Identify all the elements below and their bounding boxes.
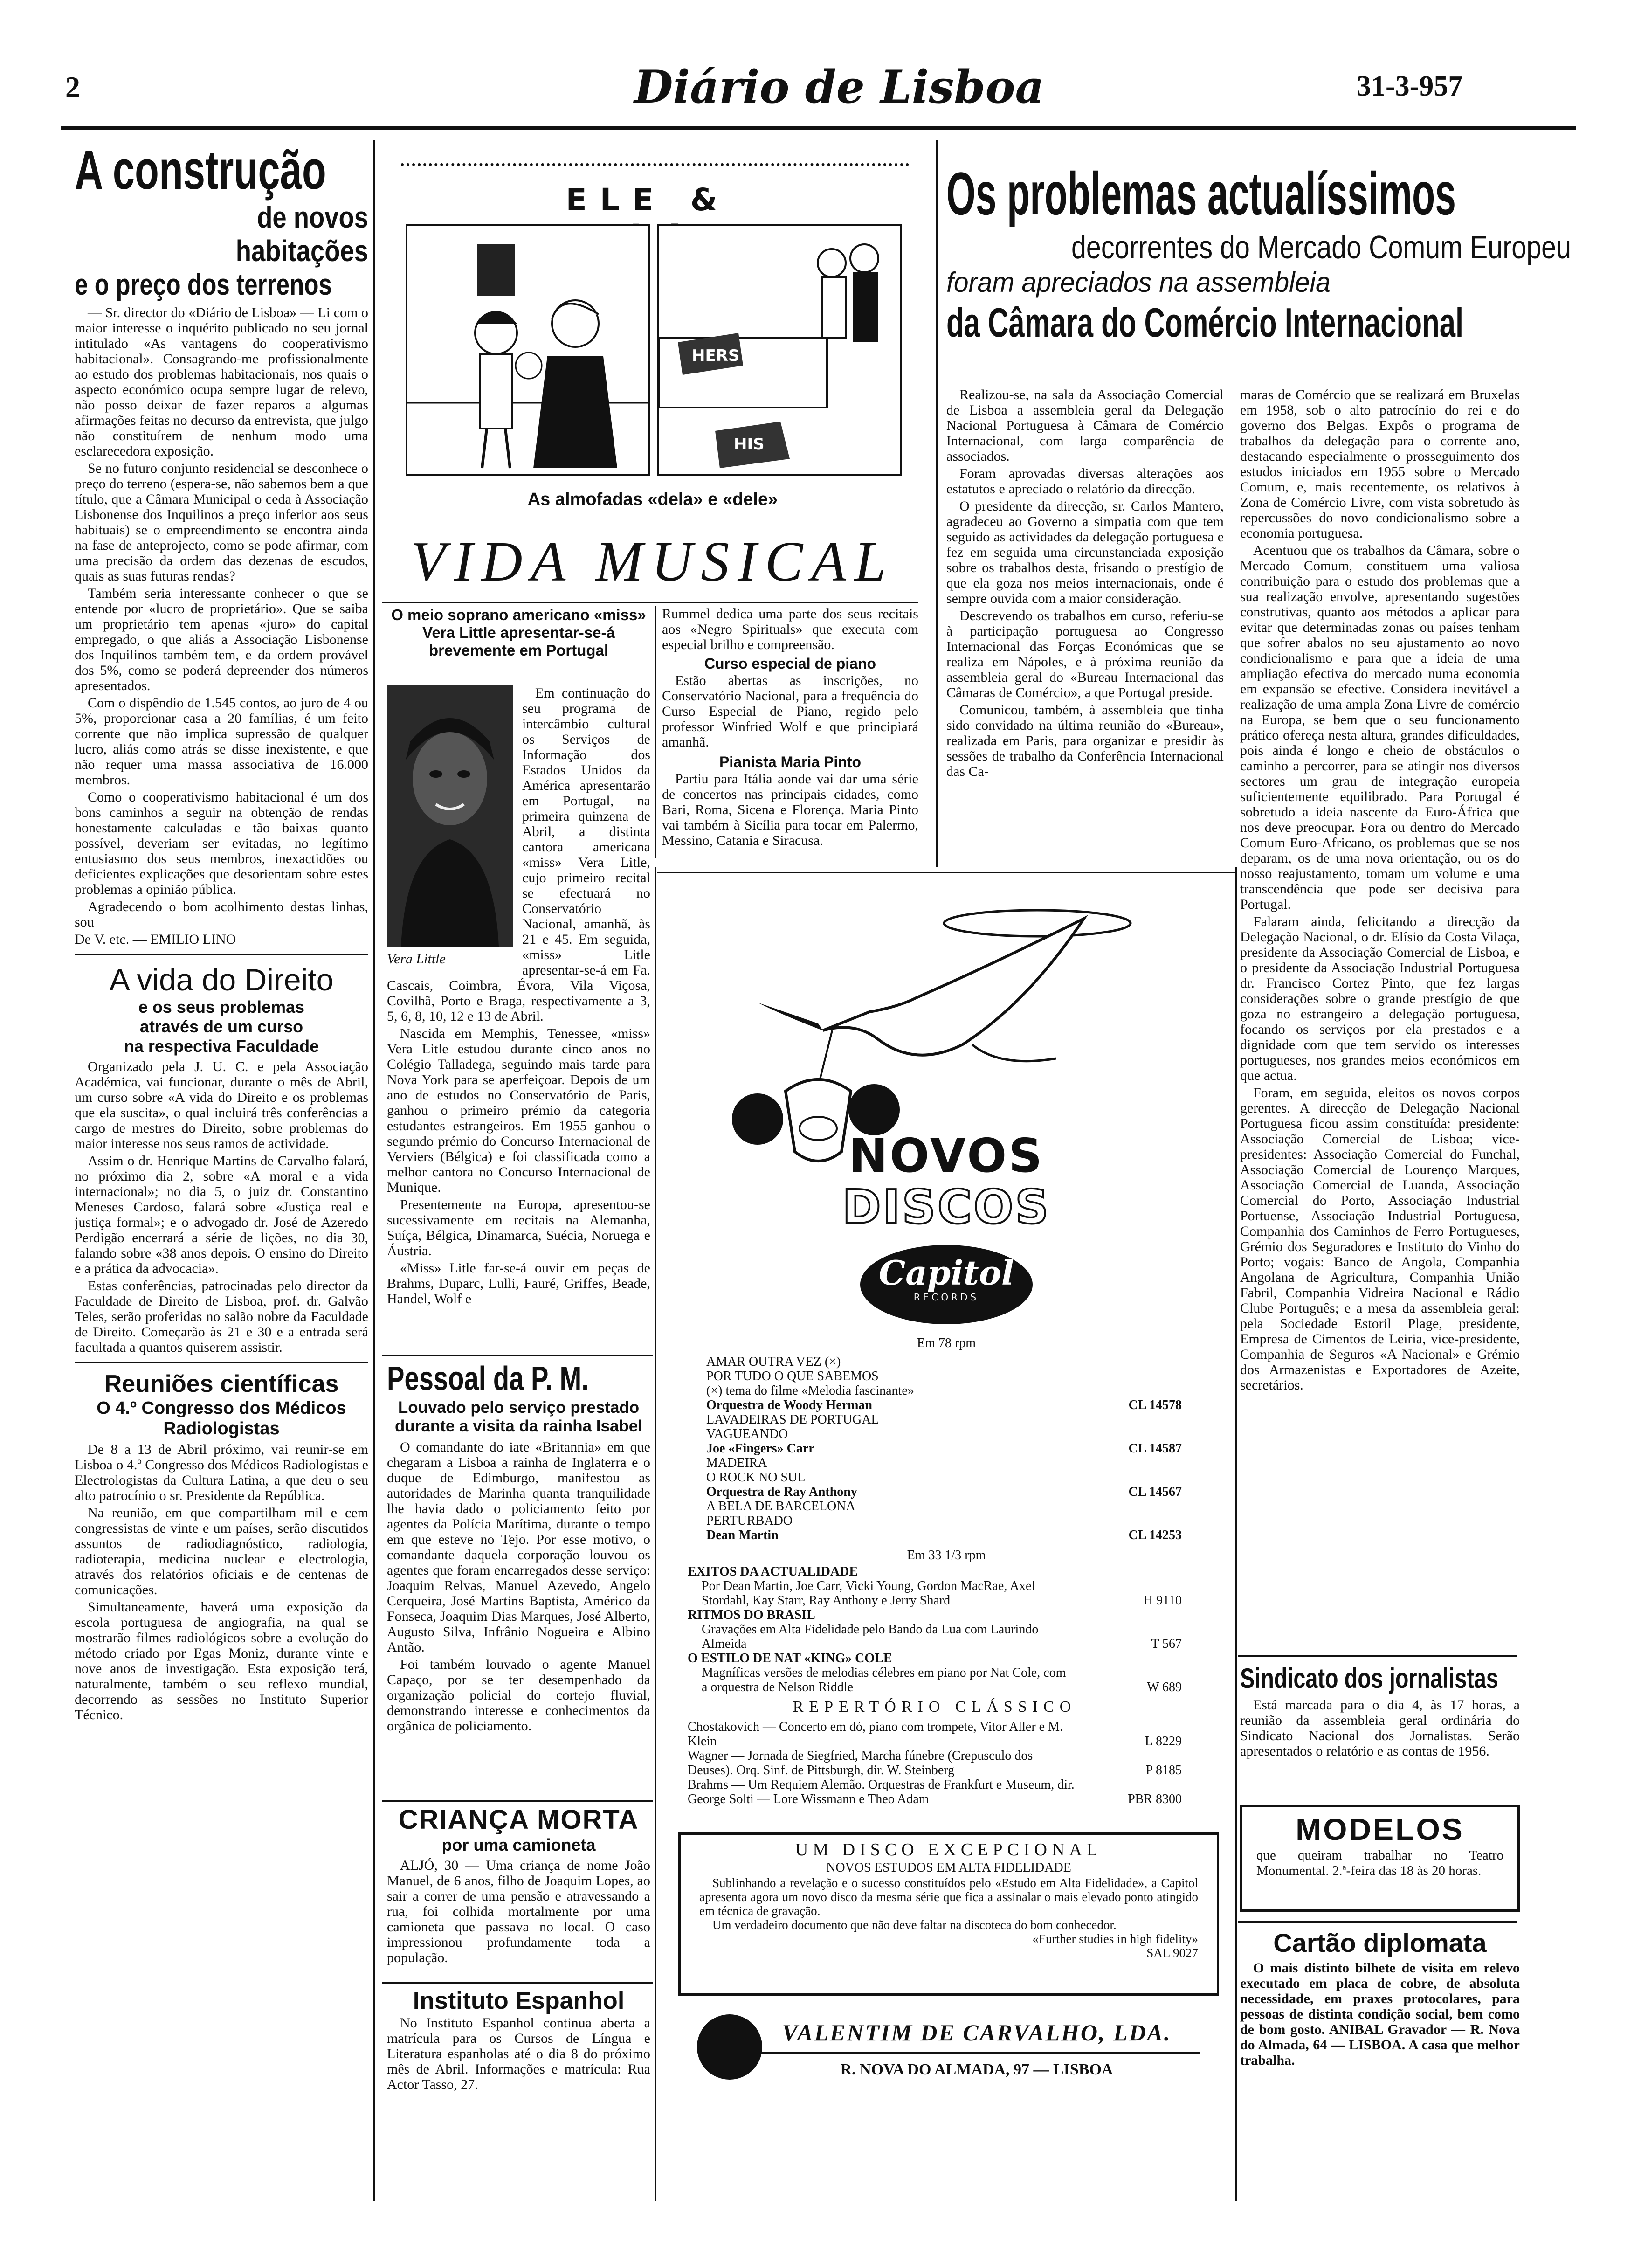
- disc-code: [1075, 1470, 1182, 1485]
- signoff: De V. etc. — EMILIO LINO: [75, 932, 236, 947]
- disc-code: CL 14567: [1128, 1485, 1182, 1499]
- disc-row: [688, 1579, 1182, 1608]
- valentim-underline: [753, 2052, 1200, 2054]
- pianista-text: Partiu para Itália aonde vai dar uma série de concertos nas principais cidades, como Bari, Roma, Sicena e Florença. Maria Pinto vai também à Sicília para tocar em Palermo, Messino, Catania e Siracusa.: [662, 771, 918, 848]
- disc33-heading: RITMOS DO BRASIL: [688, 1608, 815, 1622]
- camara-col-a: [946, 387, 1224, 867]
- cartao-rule: [1238, 1921, 1517, 1923]
- subhead-direito-3: na respectiva Faculdade: [124, 1037, 319, 1056]
- disc-code: L 8229: [1145, 1734, 1182, 1749]
- cartoon-panel-left: [406, 224, 650, 476]
- classico-title: REPERTÓRIO CLÁSSICO: [793, 1698, 1077, 1715]
- sindicato-headline: Sindicato dos jornalistas: [1240, 1663, 1498, 1694]
- divider: [75, 1362, 368, 1363]
- modelos-headline: MODELOS: [1296, 1812, 1464, 1846]
- vera-photo-caption: Vera Little: [387, 951, 446, 967]
- disc-code: CL 14578: [1128, 1398, 1182, 1412]
- cartoon-border-top: [401, 163, 909, 167]
- disc-row: [688, 1666, 1182, 1694]
- disc-title: AMAR OUTRA VEZ (×): [706, 1355, 841, 1369]
- crianca-article: [387, 1805, 650, 1991]
- disc-row: [688, 1749, 1182, 1777]
- disc-row: [706, 1528, 1182, 1542]
- disc-row: [706, 1398, 1182, 1412]
- headline-construcao: A construção: [75, 140, 326, 201]
- curso-headline: Curso especial de piano: [704, 655, 876, 672]
- disc-row: [706, 1470, 1182, 1485]
- paragraph: De 8 a 13 de Abril próximo, vai reunir-se em Lisboa o 4.º Congresso dos Médicos Radiologistas e Electrologistas da Cultura Latina, a que deu o seu alto patrocínio o sr. Presidente da República.: [75, 1442, 368, 1503]
- paragraph: «Miss» Litle far-se-á ouvir em peças de Brahms, Duparc, Lulli, Fauré, Griffes, Beade, Handel, Wolf e: [387, 1260, 650, 1307]
- disc-list-78: [706, 1355, 1182, 1542]
- disc-row: [688, 1720, 1182, 1749]
- sindicato-article: [1240, 1660, 1520, 1800]
- disc-description: Gravações em Alta Fidelidade pelo Bando da Lua com Laurindo Almeida: [702, 1622, 1039, 1651]
- ad-novos: NOVOS: [848, 1128, 1044, 1183]
- pessoal-headline: Pessoal da P. M.: [387, 1360, 589, 1397]
- masthead: [0, 0, 1641, 135]
- camara-headline-4: da Câmara do Comércio Internacional: [946, 299, 1464, 346]
- excepcional-title-2: «Further studies in high fidelity»: [1032, 1932, 1198, 1946]
- pillow-his-label: HIS: [734, 435, 765, 454]
- cartao-body: [1240, 1960, 1520, 2068]
- cartao-headline: Cartão diplomata: [1273, 1928, 1487, 1957]
- disc-code: [1075, 1427, 1182, 1441]
- subhead-congresso-1: O 4.º Congresso dos Médicos: [97, 1398, 346, 1418]
- cartoon-right-drawing: [659, 226, 900, 474]
- column-rule-3: [1235, 867, 1237, 2201]
- capitol-logo-sub: RECORDS: [913, 1292, 979, 1303]
- modelos-box: [1240, 1805, 1520, 1912]
- subhead-congresso-2: Radiologistas: [163, 1419, 280, 1438]
- disc-row: [706, 1383, 1182, 1398]
- disc-title: A BELA DE BARCELONA: [706, 1499, 855, 1514]
- subhead-direito-2: através de um curso: [139, 1017, 303, 1036]
- disc-code: [1075, 1499, 1182, 1514]
- cartao-article: [1240, 1926, 1520, 2150]
- ad-speed-78: Em 78 rpm: [917, 1336, 976, 1350]
- pianista-headline: Pianista Maria Pinto: [719, 754, 862, 770]
- paragraph: Comunicou, também, à assembleia que tinha sido convidado na última reunião do «Bureau», realizada em Paris, para organizar e presidir às sessões de trabalho da Conferência Internacional das Ca-: [946, 702, 1224, 779]
- cartoon-caption: As almofadas «dela» e «dele»: [527, 490, 778, 509]
- crianca-headline: CRIANÇA MORTA: [398, 1805, 639, 1835]
- paragraph: O comandante do iate «Britannia» em que chegaram a Lisboa a rainha de Inglaterra e o duque de Edimburgo, manifestou as autoridades de Marinha quanta tranquilidade lhe havia dado o policiamento feito por agentes da Polícia Marítima, durante o tempo em que esteve no Tejo. Por esse motivo, o comandante daquela corporação louvou os agentes que foram encarregados desse serviço: Joaquim Relvas, Manuel Azevedo, Angelo Cerqueira, José Martins Baptista, Américo da Fonseca, Joaquim Dias Marques, José Alberto, Augusto Silva, Infrânio Nogueira e Albino Antão.: [387, 1439, 650, 1655]
- instituto-article: [387, 1986, 650, 2173]
- paragraph: Foi também louvado o agente Manuel Capaço, por se ter desempenhado da organização policial do cortejo fluvial, demonstrando interesse e conhecimentos da orgânica de policiamento.: [387, 1657, 650, 1734]
- paragraph: maras de Comércio que se realizará em Bruxelas em 1958, sob o alto patrocínio do rei e do governo dos Belgas. Expôs o programa de trabalhos da delegação para o corrente ano, destacando especialmente o prosseguimento dos estudos iniciados em 1955 sobre o Mercado Comum, e, mais recentemente, os relativos à Zona de Comércio Livre, com vista sobretudo às repercussões do novo condicionalismo sobre a economia portuguesa.: [1240, 387, 1520, 541]
- disc-title: LAVADEIRAS DE PORTUGAL: [706, 1412, 879, 1427]
- column-left: [75, 140, 368, 2215]
- disc-code: [1075, 1383, 1182, 1398]
- paragraph: O presidente da direcção, sr. Carlos Mantero, agradeceu ao Governo a simpatia com que tem seguido as actividades da delegação portuguesa e fez em seguida uma circunstanciada exposição sobre os trabalhos desta, frisando o prestígio de que ela goza nos meios internacionais, onde é sempre ouvida com a maior consideração.: [946, 498, 1224, 606]
- paragraph: Descrevendo os trabalhos em curso, referiu-se à participação portuguesa ao Congresso Internacional das Forças Económicas que se realiza em Nápoles, e à próxima reunião da assembleia geral do «Bureau Internacional das Câmaras de Comércio», a que Portugal preside.: [946, 608, 1224, 700]
- paragraph: Com o dispêndio de 1.545 contos, ao juro de 4 ou 5%, proporcionar casa a 20 famílias, é um feito corrente que não implica supressão de qualquer lucro, aliás como atrás se disse inexistente, e que não requer uma massa associativa de 16.000 membros.: [75, 695, 368, 788]
- disc-row: [706, 1441, 1182, 1456]
- paragraph: Como o cooperativismo habitacional é um dos bons caminhos a seguir na obtenção de rendas honestamente calculadas e tão baixas quanto possível, deveriam ser evitadas, no legítimo entusiasmo dos seus membros, inexactidões ou deficientes explicações que desorientam sobre estes problemas a opinião pública.: [75, 789, 368, 897]
- disc-description: Por Dean Martin, Joe Carr, Vicki Young, Gordon MacRae, Axel Stordahl, Kay Starr, Ray Anthony e Jerry Shard: [702, 1579, 1035, 1608]
- article-construcao-body: [75, 305, 368, 947]
- column-rule-musical: [655, 606, 656, 858]
- disc-description: Brahms — Um Requiem Alemão. Orquestras de Frankfurt e Museum, dir. George Solti — Lore Wissmann e Theo Adam: [688, 1777, 1075, 1806]
- disc-code: P 8185: [1145, 1763, 1182, 1777]
- divider: [75, 954, 368, 955]
- disc-description: Chostakovich — Concerto em dó, piano com trompete, Vitor Aller e M. Klein: [688, 1720, 1063, 1749]
- camara-headlines: [946, 159, 1571, 392]
- paragraph: ALJÓ, 30 — Uma criança de nome João Manuel, de 6 anos, filho de Joaquim Lopes, ao sair a correr de uma pensão e atravessando a rua, foi colhida mortalmente por uma camioneta que passava no local. O caso impressionou profundamente toda a população.: [387, 1858, 650, 1965]
- disc-code: CL 14587: [1128, 1441, 1182, 1456]
- camara-headline-1: Os problemas actualíssimos: [946, 159, 1456, 228]
- crianca-body: [387, 1858, 650, 1965]
- paragraph: Também seria interessante conhecer o que se entende por «lucro de proprietário». Que se saiba um proprietário tem apenas «juro» do capital empregado, o que aliás a Associação Lisbonense dos Inquilinos também tem, e da ordem provável dos 5%, como se poderá depreender dos números apresentados.: [75, 586, 368, 693]
- modelos-text: que queiram trabalhar no Teatro Monumental. 2.ª-feira das 18 às 20 horas.: [1256, 1848, 1503, 1878]
- cartoon-left-drawing: [407, 226, 648, 474]
- musical-right-column: [662, 606, 918, 858]
- disc-title: MADEIRA: [706, 1456, 767, 1470]
- disc-code: [1075, 1456, 1182, 1470]
- paragraph: O mais distinto bilhete de visita em relevo executado em placa de cobre, de absoluta necessidade, em praxes protocolares, para pessoas de distinta condição social, bem como de bom gosto. ANIBAL Gravador — R. Nova do Almada, 64 — LISBOA. A casa que melhor trabalha.: [1240, 1960, 1520, 2068]
- excepcional-code: SAL 9027: [1146, 1946, 1198, 1960]
- pessoal-article: [387, 1359, 650, 1802]
- excepcional-text-2: Um verdadeiro documento que não deve faltar na discoteca do bom conhecedor.: [712, 1918, 1117, 1932]
- disc-row: [706, 1514, 1182, 1528]
- photo-float: [387, 685, 522, 965]
- paragraph: Simultaneamente, haverá uma exposição da escola portuguesa de angiografia, na qual se mostrarão filmes radiológicos sobre a evolução do método criado por Egas Moniz, durante vinte e nove anos de investigação. Esta exposição terá, naturalmente, também o seu reflexo mundial, decorrendo as sessões no Instituto Superior Técnico.: [75, 1599, 368, 1722]
- disc-code: [1075, 1514, 1182, 1528]
- pillow-hers-label: HERS: [692, 346, 740, 365]
- paragraph: Realizou-se, na sala da Associação Comercial de Lisboa a assembleia geral da Delegação Nacional Portuguesa à Câmara de Comércio Internacional, com larga comparência de associados.: [946, 387, 1224, 464]
- crianca-subhead: por uma camioneta: [441, 1835, 596, 1854]
- disc-code: [1075, 1412, 1182, 1427]
- subhead-terrenos: e o preço dos terrenos: [75, 268, 332, 301]
- instituto-body: [387, 2015, 650, 2092]
- disc-artist: Orquestra de Woody Herman: [706, 1398, 872, 1412]
- instituto-rule: [382, 1982, 653, 1984]
- disc-code: W 689: [1147, 1680, 1182, 1694]
- column-rule-1: [373, 140, 375, 2201]
- disc-row: [706, 1369, 1182, 1383]
- excepcional-title: UM DISCO EXCEPCIONAL: [795, 1840, 1103, 1860]
- disc-code: [1075, 1355, 1182, 1369]
- disc33-heading: EXITOS DA ACTUALIDADE: [688, 1564, 858, 1579]
- crianca-rule: [382, 1800, 653, 1802]
- headline-vida-direito: A vida do Direito: [109, 962, 334, 997]
- capitol-logo: [860, 1245, 1033, 1324]
- cartoon-box: [382, 154, 914, 518]
- disc-description: Wagner — Jornada de Siegfried, Marcha fúnebre (Crepusculo dos Deuses). Orq. Sinf. de Pittsburgh, dir. W. Steinberg: [688, 1749, 1033, 1777]
- disc-artist: Orquestra de Ray Anthony: [706, 1485, 857, 1499]
- disc-code: T 567: [1151, 1637, 1182, 1651]
- vida-musical-title: VIDA MUSICAL: [411, 530, 895, 593]
- paragraph: Em continuação do seu programa de intercâmbio cultural os Serviços de Informação dos Estados Unidos da América apresentarão em Portugal, na primeira quinzena de Abril, a distinta cantora americana «miss» Vera Litle, cujo primeiro recital se efectuará no Conservatório Nacional, amanhã, às 21 e 45. Em seguida, «miss» Litle apresentar-se-á em Fa. Cascais, Coimbra, Évora, Vila Viçosa, Covilhã, Porto e Braga, respectivamente a 3, 5, 6, 8, 10, 12 e 13 de Abril.: [387, 685, 650, 1024]
- disc-artist: Joe «Fingers» Carr: [706, 1441, 814, 1456]
- paragraph: Assim o dr. Henrique Martins de Carvalho falará, no próximo dia 2, sobre «A moral e a vida internacional»; no dia 5, o juiz dr. Constantino Meneses Cardoso, falará sobre «Justiça real e justiça formal»; e o advogado dr. José de Azeredo Perdigão encerrará a série de lições, no dia 30, falando sobre «38 anos depois. O ensino do Direito e a prática da advocacia».: [75, 1153, 368, 1276]
- paragraph: Estas conferências, patrocinadas pelo director da Faculdade de Direito de Lisboa, prof. dr. Galvão Teles, serão proferidas no salão nobre da Faculdade de Direito. Começarão às 21 e 30 e a entrada será facultada a quantos quiserem assistir.: [75, 1278, 368, 1355]
- paragraph: Na reunião, em que compartilham mil e cem congressistas de vinte e um países, serão discutidos assuntos de radiodiagnóstico, radiologia, radioterapia, medicina nuclear e electrologia, através dos relatórios oficiais e de centenas de comunicações.: [75, 1505, 368, 1597]
- camara-headline-2: decorrentes do Mercado Comum Europeu: [1071, 229, 1571, 265]
- disc-row: [706, 1499, 1182, 1514]
- valentim-logo-disc: [697, 2014, 762, 2080]
- sindicato-rule: [1238, 1655, 1517, 1657]
- vera-headline: O meio soprano americano «miss» Vera Little apresentar-se-á brevemente em Portugal: [391, 606, 646, 659]
- disc-title: O ROCK NO SUL: [706, 1470, 806, 1485]
- cartoon-header: ELE &: [565, 182, 731, 218]
- headline-reunioes: Reuniões científicas: [104, 1370, 339, 1397]
- cartoon-panel-right: [657, 224, 902, 476]
- disc-list-33: [688, 1564, 1182, 1806]
- excepcional-subtitle: NOVOS ESTUDOS EM ALTA FIDELIDADE: [826, 1860, 1071, 1875]
- excepcional-text-1: Sublinhando a revelação e o sucesso constituídos pelo «Estudo em Alta Fidelidade», a Capitol apresenta agora um novo disco da mesma série que fica a assinalar o mais elevado ponto atingido em técnica de gravação.: [699, 1876, 1198, 1918]
- paragraph: Se no futuro conjunto residencial se desconhece o preço do terreno (espera-se, não sabemos bem a que título, que a Câmara Municipal o ceda à Associação Lisbonense dos Inquilinos a preço inferior aos seus habituais) se o empreendimento se encontra ainda na fase de anteprojecto, como se pode afirmar, com uma precisão da ordem das dezenas de escudos, quais as suas futuras rendas?: [75, 461, 368, 584]
- vera-article: [387, 606, 650, 1343]
- disc-row: [706, 1355, 1182, 1369]
- disc-code: PBR 8300: [1128, 1792, 1182, 1806]
- disc-row: [688, 1622, 1182, 1651]
- column-rule-2: [655, 867, 656, 2201]
- disc-artist: Dean Martin: [706, 1528, 779, 1542]
- pessoal-body: [387, 1439, 650, 1734]
- pessoal-subhead: Louvado pelo serviço prestado durante a visita da rainha Isabel: [394, 1398, 643, 1435]
- ad-speed-33: Em 33 1/3 rpm: [907, 1548, 986, 1563]
- paragraph: Foram, em seguida, eleitos os novos corpos gerentes. A direcção de Delegação Nacional Portuguesa ficou assim constituída: presidente: Associação Comercial de Lisboa; vice-presidentes: Associação Comercial do Funchal, Associação Comercial de Lourenço Marques, Associação Comercial de Luanda, Associação Comercial do Porto, Associação Industrial Portuense, Associação Industrial Portuguesa, Companhia dos Caminhos de Ferro Portugueses, Grémio dos Seguradores e Instituto do Vinho do Porto; vogais: Banco de Angola, Companhia Angolana de Agricultura, Companhia União Fabril, Companhia Vidreira Nacional e Rádio Clube Português; e a mesa da assembleia geral: pela Sociedade Estoril Plage, presidente, Empresa de Cimentos de Leiria, vice-presidente, Companhia de Seguros «A Nacional» e Grémio dos Armazenistas e Exportadores de Azeite, secretários.: [1240, 1085, 1520, 1393]
- disc-row: [688, 1777, 1182, 1806]
- newspaper-title: Diário de Lisboa: [634, 61, 1044, 113]
- valentim-address: R. NOVA DO ALMADA, 97 — LISBOA: [840, 2061, 1113, 2078]
- valentim-name: VALENTIM DE CARVALHO, LDA.: [782, 2019, 1172, 2046]
- disc-title: (×) tema do filme «Melodia fascinante»: [706, 1383, 914, 1398]
- disc-row: [706, 1412, 1182, 1427]
- disc-code: CL 14253: [1128, 1528, 1182, 1542]
- issue-date: 31-3-957: [1357, 70, 1463, 102]
- disc-code: [1075, 1369, 1182, 1383]
- excepcional-box: [678, 1832, 1219, 1996]
- paragraph: No Instituto Espanhol continua aberta a matrícula para os Cursos de Língua e Literatura espanholas até o dia 8 do próximo mês de Abril. Informações e matrícula: Rua Actor Tasso, 27.: [387, 2015, 650, 2092]
- subhead-direito-1: e os seus problemas: [138, 997, 305, 1016]
- paragraph: — Sr. director do «Diário de Lisboa» — Li com o maior interesse o inquérito publicado no seu jornal intitulado «As vantagens do cooperativismo habitacional». Consagrando-me profissionalmente ao estudo dos problemas habitacionais, nos quais o aspecto económico ocupa sempre lugar de relevo, não posso deixar de fazer reparos a algumas afirmações feitas no decurso da entrevista, que julgo não constituírem de nenhum modo uma esclarecedora exposição.: [75, 305, 368, 459]
- disc33-heading: O ESTILO DE NAT «KING» COLE: [688, 1651, 892, 1666]
- masthead-rule: [61, 126, 1576, 130]
- article-direito-body: [75, 1059, 368, 1355]
- capitol-ad: [660, 877, 1233, 2210]
- column-rule-camara: [936, 140, 938, 867]
- camara-col-b: [1240, 387, 1520, 1651]
- disc-row: [706, 1456, 1182, 1470]
- vera-body: [387, 685, 650, 1308]
- paragraph: Nascida em Memphis, Tenessee, «miss» Vera Litle estudou durante cinco anos no Colégio Talladega, seguindo mais tarde para Nova York para se aperfeiçoar. Depois de um ano de estudos no Conservatório de Paris, ganhou o primeiro prémio da categoria estudantes estrangeiros. Em 1955 ganhou o segundo prémio do Concurso Internacional de Verviers (Bélgica) e foi classificada como a melhor cantora no Concurso Internacional de Munique.: [387, 1026, 650, 1195]
- sindicato-body: [1240, 1697, 1520, 1759]
- paragraph: Foram aprovadas diversas alterações aos estatutos e apreciado o relatório da direcção.: [946, 466, 1224, 497]
- ad-discos: DISCOS: [842, 1180, 1051, 1234]
- vida-musical-rule: [382, 602, 918, 603]
- instituto-headline: Instituto Espanhol: [413, 1987, 625, 2014]
- disc-row: [706, 1485, 1182, 1499]
- camara-headline-3: foram apreciados na assembleia: [946, 267, 1331, 298]
- subhead-habitacoes: de novos habitações: [235, 201, 368, 268]
- disc-title: POR TUDO O QUE SABEMOS: [706, 1369, 879, 1383]
- paragraph: Organizado pela J. U. C. e pela Associação Académica, vai funcionar, durante o mês de Abril, um curso sobre «A vida do Direito e os problemas que ela suscita», o qual incluirá três conferências a cargo de mestres do Direito, sobre problemas do maior interesse nos seus ramos de actividade.: [75, 1059, 368, 1151]
- page-number: 2: [65, 70, 80, 104]
- paragraph: Está marcada para o dia 4, às 17 horas, a reunião da assembleia geral ordinária do Sindicato Nacional dos Jornalistas. Serão apresentados o relatório e as contas de 1956.: [1240, 1697, 1520, 1759]
- paragraph: Acentuou que os trabalhos da Câmara, sobre o Mercado Comum, constituem uma valiosa contribuição para o estudo dos problemas que a sua realização envolve, apresentando sugestões construtivas, quanto aos métodos a aplicar para evitar que determinadas zonas ou países tenham que sofrer abalos no seu ajustamento ao novo condicionalismo e para que a ideia de uma ampliação efectiva do mercado numa economia em expansão se efective. Considera inevitável a realização de uma ampla Zona Livre de comércio na Europa, se bem que o seu funcionamento prático ofereça nesta altura, grandes dificuldades, pois ainda é longo e cheio de obstáculos o caminho a percorrer, para se atingir nos diversos sectores um grau de integração europeia suficientemente equilibrado. Para Portugal é sobretudo a ideia nascente da Euro-África que nos deve preocupar. Fora ou dentro do Mercado Comum Euro-Africano, os problemas que se nos deparam, os de uma nova orientação, ou os do nosso reajustamento, tomam um volume e uma transcendência que pode ser decisiva para Portugal.: [1240, 543, 1520, 912]
- capitol-logo-text: Capitol: [878, 1253, 1014, 1293]
- curso-text: Estão abertas as inscrições, no Conservatório Nacional, para a frequência do Curso Especial de Piano, regido pelo professor Winfried Wolf e que principiará amanhã.: [662, 673, 918, 750]
- disc-title: VAGUEANDO: [706, 1427, 788, 1441]
- vera-continuation: Rummel dedica uma parte dos seus recitais aos «Negro Spirituals» que executa com especial brilho e compreensão.: [662, 606, 918, 652]
- disc-title: PERTURBADO: [706, 1514, 793, 1528]
- disc-code: H 9110: [1143, 1593, 1182, 1608]
- paragraph: Presentemente na Europa, apresentou-se sucessivamente em recitais na Alemanha, Suíça, Bélgica, Dinamarca, Suécia, Noruega e Áustria.: [387, 1197, 650, 1258]
- disc-description: Magníficas versões de melodias célebres em piano por Nat Cole, com a orquestra de Nelson Riddle: [702, 1666, 1066, 1694]
- pessoal-rule: [382, 1355, 653, 1356]
- article-reunioes-body: [75, 1442, 368, 1722]
- disc-row: [706, 1427, 1182, 1441]
- paragraph: Falaram ainda, felicitando a direcção da Delegação Nacional, o dr. Elísio da Costa Vilaça, presidente da Associação Comercial de Lisboa, e o presidente da Associação Industrial Portuguesa dr. Francisco Cortez Pinto, que fez largas considerações sobre o grande prestígio de que goza no estrangeiro a delegação portuguesa, focando os serviços por ela prestados e a dignidade com que tem servido os interesses portugueses, nos grandes meios económicos em que actua.: [1240, 914, 1520, 1083]
- paragraph: Agradecendo o bom acolhimento destas linhas, sou: [75, 899, 368, 930]
- ad-top-rule: [657, 872, 1235, 873]
